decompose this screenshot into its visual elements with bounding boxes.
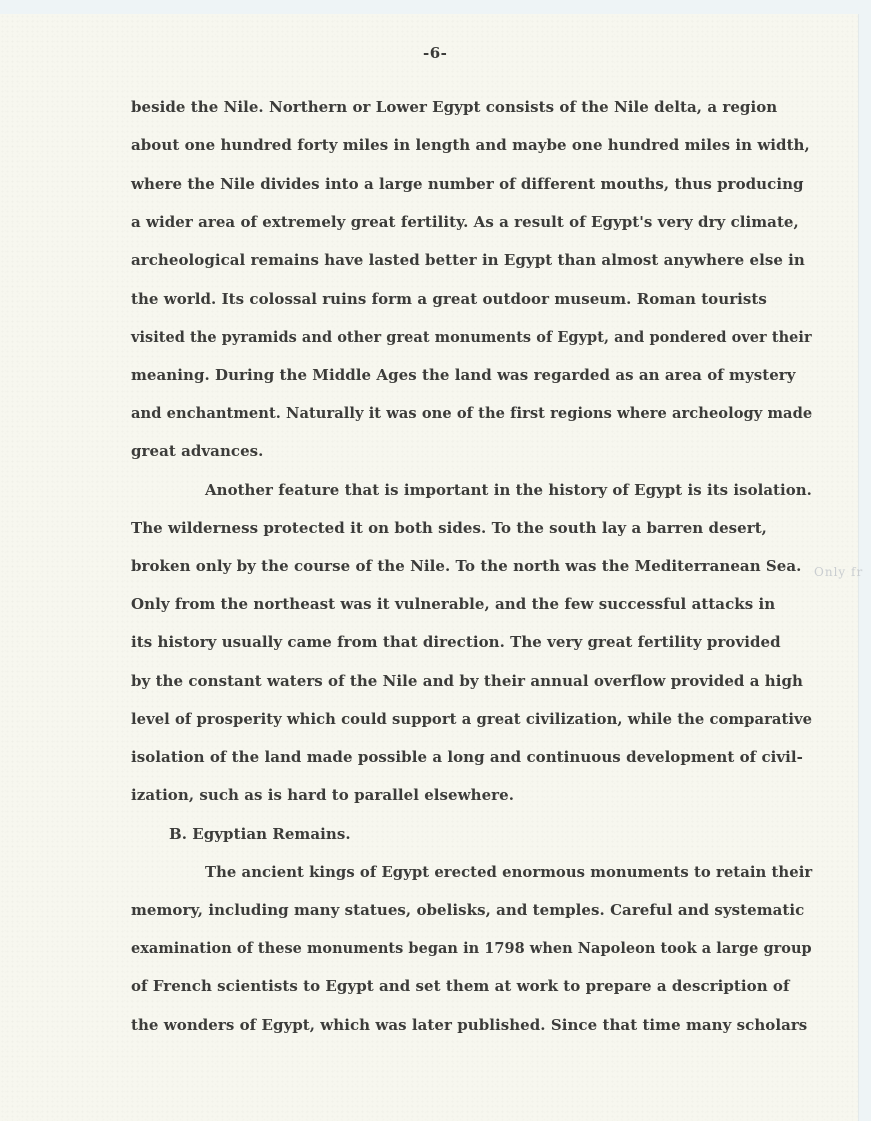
text-line: examination of these monuments began in 1798 when Napoleon took a large group (131, 939, 812, 957)
text-line: its history usually came from that direction. The very great fertility provided (131, 633, 781, 651)
text-line: about one hundred forty miles in length and maybe one hundred miles in width, (131, 136, 810, 154)
paragraph-first-line: Another feature that is important in the history of Egypt is its isolation. (205, 481, 812, 499)
text-line: where the Nile divides into a large number of different mouths, thus producing (131, 175, 804, 193)
text-line: archeological remains have lasted better in Egypt than almost anywhere else in (131, 251, 805, 269)
text-line: great advances. (131, 442, 264, 460)
text-line: memory, including many statues, obelisks, and temples. Careful and systematic (131, 901, 805, 919)
text-line: isolation of the land made possible a long and continuous development of civil- (131, 748, 803, 766)
page-number: -6- (423, 44, 448, 62)
text-line: level of prosperity which could support a great civilization, while the comparative (131, 710, 813, 728)
faint-overstrike-text: Only fr (814, 565, 864, 579)
text-line: the wonders of Egypt, which was later published. Since that time many scholars (131, 1016, 808, 1034)
text-line: by the constant waters of the Nile and by their annual overflow provided a high (131, 672, 803, 690)
text-line: and enchantment. Naturally it was one of the first regions where archeology made (131, 404, 813, 422)
paragraph-first-line: The ancient kings of Egypt erected enormous monuments to retain their (205, 863, 813, 881)
text-line: The wilderness protected it on both sides. To the south lay a barren desert, (131, 519, 767, 537)
text-line: broken only by the course of the Nile. To the north was the Mediterranean Sea. (131, 557, 802, 575)
text-line: meaning. During the Middle Ages the land was regarded as an area of mystery (131, 366, 796, 384)
text-line: of French scientists to Egypt and set them at work to prepare a description of (131, 977, 790, 995)
text-line: a wider area of extremely great fertility. As a result of Egypt's very dry climate, (131, 213, 799, 231)
document-page (0, 14, 864, 1121)
text-line: visited the pyramids and other great monuments of Egypt, and pondered over their (131, 328, 812, 346)
text-line: ization, such as is hard to parallel elsewhere. (131, 786, 514, 804)
section-heading: B. Egyptian Remains. (169, 825, 351, 843)
text-line: Only from the northeast was it vulnerable, and the few successful attacks in (131, 595, 776, 613)
text-line: beside the Nile. Northern or Lower Egypt consists of the Nile delta, a region (131, 98, 778, 116)
text-line: the world. Its colossal ruins form a great outdoor museum. Roman tourists (131, 290, 767, 308)
